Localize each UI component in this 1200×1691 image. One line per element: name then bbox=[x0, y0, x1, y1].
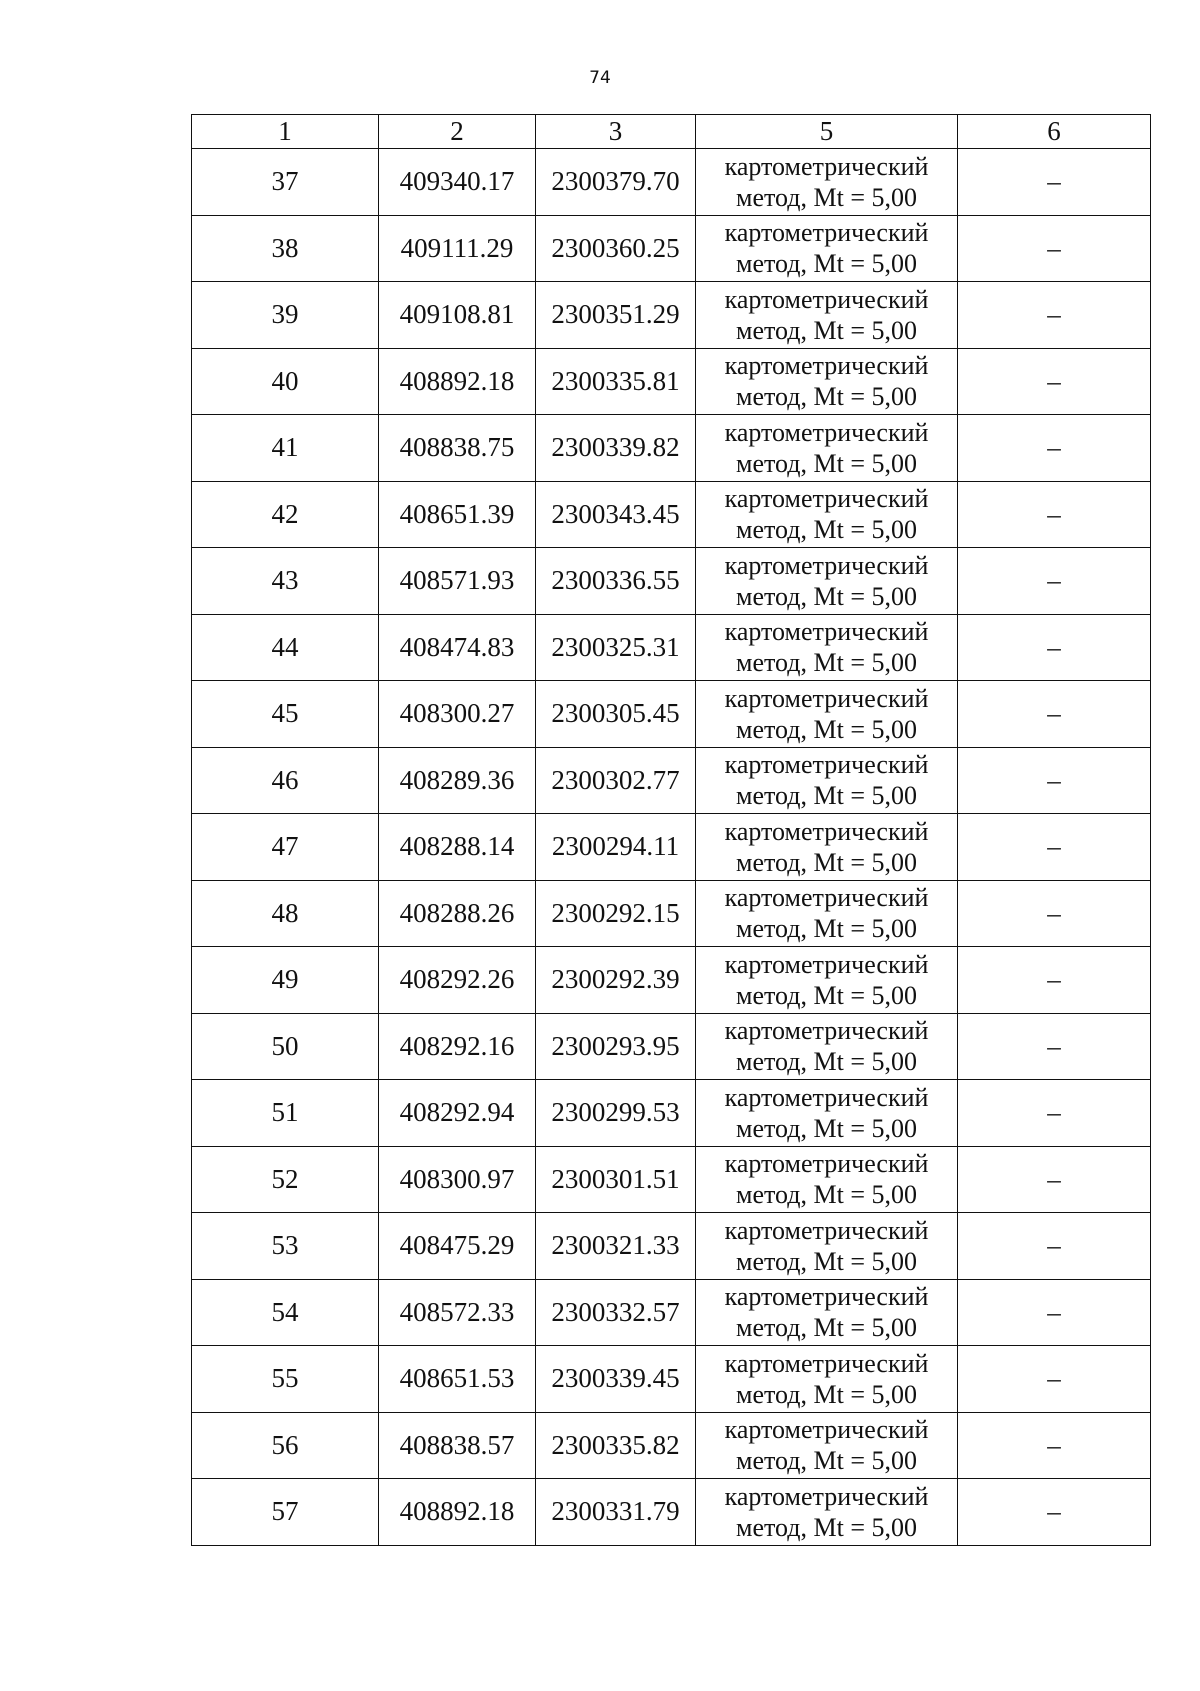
x-coordinate-cell: 408300.97 bbox=[379, 1146, 536, 1213]
note-cell: – bbox=[958, 215, 1151, 282]
point-number-cell: 37 bbox=[192, 149, 379, 216]
point-number-cell: 50 bbox=[192, 1013, 379, 1080]
x-coordinate-cell: 408292.26 bbox=[379, 947, 536, 1014]
method-cell: картометрический метод, Mt = 5,00 bbox=[696, 1279, 958, 1346]
note-cell: – bbox=[958, 880, 1151, 947]
table-row bbox=[192, 149, 1151, 216]
table-body bbox=[192, 149, 1151, 1546]
point-number-cell: 51 bbox=[192, 1080, 379, 1147]
y-coordinate-cell: 2300325.31 bbox=[536, 614, 696, 681]
y-coordinate-cell: 2300339.82 bbox=[536, 415, 696, 482]
x-coordinate-cell: 408288.26 bbox=[379, 880, 536, 947]
table-row bbox=[192, 1346, 1151, 1413]
table-row bbox=[192, 1213, 1151, 1280]
table-row bbox=[192, 681, 1151, 748]
point-number-cell: 54 bbox=[192, 1279, 379, 1346]
table-row bbox=[192, 415, 1151, 482]
method-cell: картометрический метод, Mt = 5,00 bbox=[696, 348, 958, 415]
method-cell: картометрический метод, Mt = 5,00 bbox=[696, 282, 958, 349]
point-number-cell: 41 bbox=[192, 415, 379, 482]
y-coordinate-cell: 2300331.79 bbox=[536, 1479, 696, 1546]
x-coordinate-cell: 408475.29 bbox=[379, 1213, 536, 1280]
header-cell-col-2: 2 bbox=[379, 115, 536, 149]
point-number-cell: 53 bbox=[192, 1213, 379, 1280]
x-coordinate-cell: 408571.93 bbox=[379, 548, 536, 615]
y-coordinate-cell: 2300305.45 bbox=[536, 681, 696, 748]
method-cell: картометрический метод, Mt = 5,00 bbox=[696, 614, 958, 681]
method-cell: картометрический метод, Mt = 5,00 bbox=[696, 548, 958, 615]
table-row bbox=[192, 215, 1151, 282]
table-row bbox=[192, 1479, 1151, 1546]
y-coordinate-cell: 2300332.57 bbox=[536, 1279, 696, 1346]
table-row bbox=[192, 1080, 1151, 1147]
y-coordinate-cell: 2300335.82 bbox=[536, 1412, 696, 1479]
x-coordinate-cell: 408292.94 bbox=[379, 1080, 536, 1147]
note-cell: – bbox=[958, 1279, 1151, 1346]
y-coordinate-cell: 2300336.55 bbox=[536, 548, 696, 615]
table-row bbox=[192, 481, 1151, 548]
y-coordinate-cell: 2300302.77 bbox=[536, 747, 696, 814]
method-cell: картометрический метод, Mt = 5,00 bbox=[696, 880, 958, 947]
x-coordinate-cell: 408892.18 bbox=[379, 1479, 536, 1546]
note-cell: – bbox=[958, 747, 1151, 814]
table-row bbox=[192, 1412, 1151, 1479]
point-number-cell: 52 bbox=[192, 1146, 379, 1213]
note-cell: – bbox=[958, 681, 1151, 748]
note-cell: – bbox=[958, 1146, 1151, 1213]
method-cell: картометрический метод, Mt = 5,00 bbox=[696, 149, 958, 216]
table-row bbox=[192, 548, 1151, 615]
table-header-row bbox=[192, 115, 1151, 149]
x-coordinate-cell: 409108.81 bbox=[379, 282, 536, 349]
y-coordinate-cell: 2300343.45 bbox=[536, 481, 696, 548]
note-cell: – bbox=[958, 548, 1151, 615]
x-coordinate-cell: 408892.18 bbox=[379, 348, 536, 415]
x-coordinate-cell: 408289.36 bbox=[379, 747, 536, 814]
method-cell: картометрический метод, Mt = 5,00 bbox=[696, 1213, 958, 1280]
header-cell-col-1: 1 bbox=[192, 115, 379, 149]
point-number-cell: 38 bbox=[192, 215, 379, 282]
point-number-cell: 44 bbox=[192, 614, 379, 681]
table-row bbox=[192, 614, 1151, 681]
method-cell: картометрический метод, Mt = 5,00 bbox=[696, 1412, 958, 1479]
y-coordinate-cell: 2300321.33 bbox=[536, 1213, 696, 1280]
method-cell: картометрический метод, Mt = 5,00 bbox=[696, 681, 958, 748]
note-cell: – bbox=[958, 282, 1151, 349]
note-cell: – bbox=[958, 481, 1151, 548]
coordinates-table bbox=[191, 114, 1151, 1546]
table-row bbox=[192, 947, 1151, 1014]
method-cell: картометрический метод, Mt = 5,00 bbox=[696, 1346, 958, 1413]
method-cell: картометрический метод, Mt = 5,00 bbox=[696, 947, 958, 1014]
x-coordinate-cell: 408292.16 bbox=[379, 1013, 536, 1080]
point-number-cell: 39 bbox=[192, 282, 379, 349]
point-number-cell: 47 bbox=[192, 814, 379, 881]
point-number-cell: 43 bbox=[192, 548, 379, 615]
x-coordinate-cell: 408838.75 bbox=[379, 415, 536, 482]
y-coordinate-cell: 2300360.25 bbox=[536, 215, 696, 282]
point-number-cell: 40 bbox=[192, 348, 379, 415]
point-number-cell: 42 bbox=[192, 481, 379, 548]
note-cell: – bbox=[958, 1080, 1151, 1147]
point-number-cell: 56 bbox=[192, 1412, 379, 1479]
x-coordinate-cell: 408572.33 bbox=[379, 1279, 536, 1346]
point-number-cell: 46 bbox=[192, 747, 379, 814]
header-cell-col-5: 5 bbox=[696, 115, 958, 149]
table-row bbox=[192, 747, 1151, 814]
method-cell: картометрический метод, Mt = 5,00 bbox=[696, 415, 958, 482]
table-row bbox=[192, 1279, 1151, 1346]
method-cell: картометрический метод, Mt = 5,00 bbox=[696, 747, 958, 814]
note-cell: – bbox=[958, 1013, 1151, 1080]
point-number-cell: 48 bbox=[192, 880, 379, 947]
point-number-cell: 45 bbox=[192, 681, 379, 748]
page-number: 74 bbox=[589, 68, 611, 88]
table-row bbox=[192, 814, 1151, 881]
note-cell: – bbox=[958, 947, 1151, 1014]
note-cell: – bbox=[958, 1213, 1151, 1280]
method-cell: картометрический метод, Mt = 5,00 bbox=[696, 814, 958, 881]
table-row bbox=[192, 282, 1151, 349]
table-header bbox=[192, 115, 1151, 149]
point-number-cell: 55 bbox=[192, 1346, 379, 1413]
y-coordinate-cell: 2300335.81 bbox=[536, 348, 696, 415]
method-cell: картометрический метод, Mt = 5,00 bbox=[696, 1146, 958, 1213]
method-cell: картометрический метод, Mt = 5,00 bbox=[696, 1479, 958, 1546]
table-row bbox=[192, 1013, 1151, 1080]
x-coordinate-cell: 408651.39 bbox=[379, 481, 536, 548]
y-coordinate-cell: 2300293.95 bbox=[536, 1013, 696, 1080]
point-number-cell: 49 bbox=[192, 947, 379, 1014]
note-cell: – bbox=[958, 614, 1151, 681]
x-coordinate-cell: 408651.53 bbox=[379, 1346, 536, 1413]
header-cell-col-6: 6 bbox=[958, 115, 1151, 149]
method-cell: картометрический метод, Mt = 5,00 bbox=[696, 1080, 958, 1147]
note-cell: – bbox=[958, 348, 1151, 415]
note-cell: – bbox=[958, 1412, 1151, 1479]
note-cell: – bbox=[958, 814, 1151, 881]
x-coordinate-cell: 408838.57 bbox=[379, 1412, 536, 1479]
table-row bbox=[192, 1146, 1151, 1213]
y-coordinate-cell: 2300301.51 bbox=[536, 1146, 696, 1213]
y-coordinate-cell: 2300351.29 bbox=[536, 282, 696, 349]
x-coordinate-cell: 409340.17 bbox=[379, 149, 536, 216]
point-number-cell: 57 bbox=[192, 1479, 379, 1546]
table-row bbox=[192, 348, 1151, 415]
note-cell: – bbox=[958, 149, 1151, 216]
method-cell: картометрический метод, Mt = 5,00 bbox=[696, 1013, 958, 1080]
note-cell: – bbox=[958, 1479, 1151, 1546]
note-cell: – bbox=[958, 415, 1151, 482]
x-coordinate-cell: 408288.14 bbox=[379, 814, 536, 881]
header-cell-col-3: 3 bbox=[536, 115, 696, 149]
note-cell: – bbox=[958, 1346, 1151, 1413]
y-coordinate-cell: 2300339.45 bbox=[536, 1346, 696, 1413]
y-coordinate-cell: 2300299.53 bbox=[536, 1080, 696, 1147]
x-coordinate-cell: 408474.83 bbox=[379, 614, 536, 681]
y-coordinate-cell: 2300294.11 bbox=[536, 814, 696, 881]
x-coordinate-cell: 408300.27 bbox=[379, 681, 536, 748]
y-coordinate-cell: 2300292.15 bbox=[536, 880, 696, 947]
y-coordinate-cell: 2300379.70 bbox=[536, 149, 696, 216]
table-row bbox=[192, 880, 1151, 947]
method-cell: картометрический метод, Mt = 5,00 bbox=[696, 481, 958, 548]
y-coordinate-cell: 2300292.39 bbox=[536, 947, 696, 1014]
x-coordinate-cell: 409111.29 bbox=[379, 215, 536, 282]
method-cell: картометрический метод, Mt = 5,00 bbox=[696, 215, 958, 282]
